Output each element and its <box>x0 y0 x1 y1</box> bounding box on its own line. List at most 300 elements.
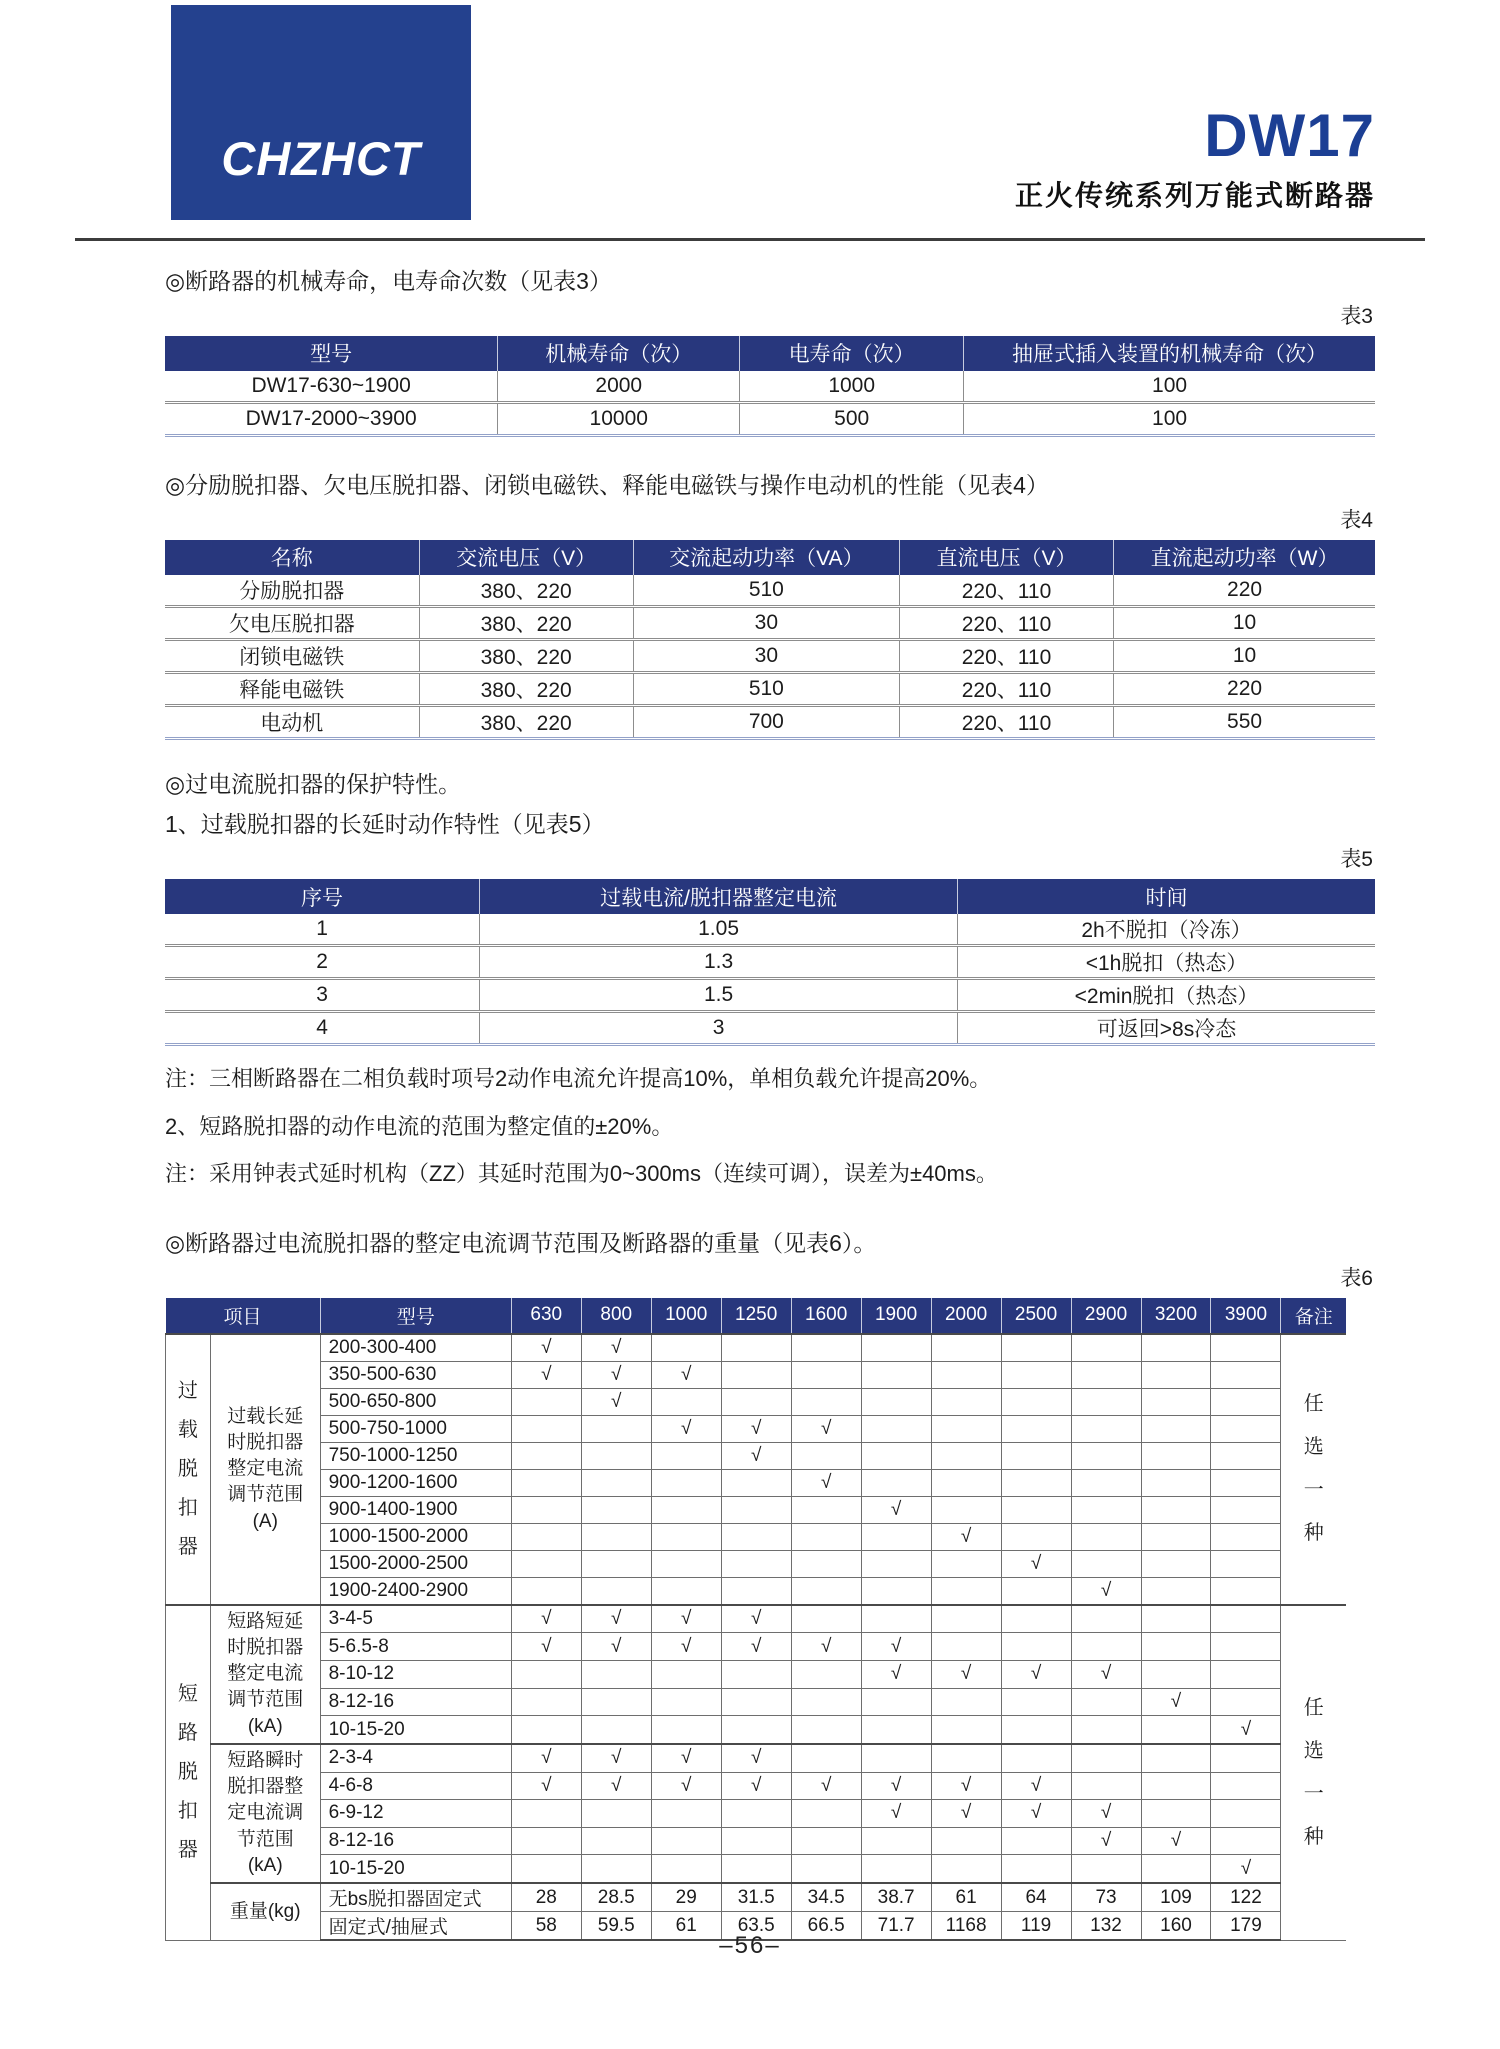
column-header: 抽屉式插入装置的机械寿命（次） <box>964 336 1375 371</box>
table6-label: 表6 <box>1340 1266 1373 1290</box>
empty-cell <box>651 1661 721 1689</box>
empty-cell <box>931 1633 1001 1661</box>
table-cell: 380、220 <box>419 575 633 607</box>
empty-cell <box>1141 1800 1211 1828</box>
empty-cell <box>861 1550 931 1577</box>
empty-cell <box>1141 1388 1211 1415</box>
empty-cell <box>1071 1361 1141 1388</box>
setting-range-cell: 1000-1500-2000 <box>320 1523 511 1550</box>
table5-body <box>165 914 1375 1045</box>
empty-cell <box>931 1688 1001 1716</box>
table-row <box>166 1800 1347 1828</box>
empty-cell <box>861 1605 931 1633</box>
empty-cell <box>511 1496 581 1523</box>
product-title: DW17 <box>1204 102 1375 169</box>
table-cell: 分励脱扣器 <box>165 575 419 607</box>
empty-cell <box>651 1496 721 1523</box>
column-header: 名称 <box>165 540 419 575</box>
table-row <box>166 1334 1347 1362</box>
table-cell: 1.3 <box>480 946 958 979</box>
empty-cell <box>1001 1577 1071 1605</box>
weight-value-cell: 119 <box>1001 1912 1071 1941</box>
empty-cell <box>1001 1688 1071 1716</box>
empty-cell <box>511 1523 581 1550</box>
empty-cell <box>1141 1415 1211 1442</box>
table-cell: 550 <box>1114 705 1375 738</box>
weight-value-cell: 132 <box>1071 1912 1141 1941</box>
table-row <box>166 1550 1347 1577</box>
check-mark: √ <box>1211 1855 1281 1883</box>
empty-cell <box>1071 1744 1141 1772</box>
empty-cell <box>1071 1688 1141 1716</box>
weight-value-cell: 73 <box>1071 1883 1141 1912</box>
table-row <box>166 1744 1347 1772</box>
table-cell: 220、110 <box>899 606 1113 639</box>
weight-value-cell: 34.5 <box>791 1883 861 1912</box>
empty-cell <box>1001 1716 1071 1744</box>
empty-cell <box>931 1469 1001 1496</box>
empty-cell <box>721 1688 791 1716</box>
empty-cell <box>651 1388 721 1415</box>
empty-cell <box>931 1744 1001 1772</box>
empty-cell <box>1001 1523 1071 1550</box>
empty-cell <box>1071 1605 1141 1633</box>
empty-cell <box>861 1442 931 1469</box>
table-row <box>166 1442 1347 1469</box>
check-mark: √ <box>1001 1661 1071 1689</box>
empty-cell <box>581 1855 651 1883</box>
empty-cell <box>651 1800 721 1828</box>
table-setting-range-weight <box>165 1298 1346 1941</box>
check-mark: √ <box>1001 1550 1071 1577</box>
empty-cell <box>931 1442 1001 1469</box>
table-cell: 220、110 <box>899 705 1113 738</box>
table-cell: 电动机 <box>165 705 419 738</box>
empty-cell <box>931 1550 1001 1577</box>
empty-cell <box>1071 1716 1141 1744</box>
table-row <box>165 705 1375 738</box>
empty-cell <box>721 1496 791 1523</box>
weight-value-cell: 71.7 <box>861 1912 931 1941</box>
table-cell: 10 <box>1114 606 1375 639</box>
empty-cell <box>1141 1577 1211 1605</box>
column-header: 机械寿命（次） <box>498 336 740 371</box>
empty-cell <box>861 1855 931 1883</box>
empty-cell <box>511 1716 581 1744</box>
setting-range-cell: 10-15-20 <box>320 1716 511 1744</box>
empty-cell <box>1001 1415 1071 1442</box>
empty-cell <box>791 1661 861 1689</box>
empty-cell <box>721 1577 791 1605</box>
table-row <box>165 639 1375 672</box>
check-mark: √ <box>861 1772 931 1800</box>
check-mark: √ <box>1141 1827 1211 1855</box>
empty-cell <box>1071 1334 1141 1362</box>
empty-cell <box>1141 1550 1211 1577</box>
check-mark: √ <box>581 1744 651 1772</box>
empty-cell <box>1141 1469 1211 1496</box>
table-row <box>165 946 1375 979</box>
table-cell: 欠电压脱扣器 <box>165 606 419 639</box>
empty-cell <box>1141 1633 1211 1661</box>
table-cell: 380、220 <box>419 705 633 738</box>
table-life <box>165 336 1375 437</box>
column-header-rating: 800 <box>581 1298 651 1334</box>
empty-cell <box>1141 1496 1211 1523</box>
table-cell: DW17-630~1900 <box>165 371 498 403</box>
empty-cell <box>1071 1388 1141 1415</box>
table4-body <box>165 575 1375 739</box>
empty-cell <box>511 1661 581 1689</box>
empty-cell <box>511 1388 581 1415</box>
empty-cell <box>1211 1661 1281 1689</box>
setting-range-cell: 10-15-20 <box>320 1855 511 1883</box>
table-cell: 100 <box>964 402 1375 435</box>
empty-cell <box>1141 1772 1211 1800</box>
check-mark: √ <box>861 1496 931 1523</box>
subgroup-label: 短路短延 时脱扣器 整定电流 调节范围 (kA) <box>210 1605 320 1744</box>
empty-cell <box>511 1827 581 1855</box>
empty-cell <box>721 1523 791 1550</box>
table-cell: 380、220 <box>419 639 633 672</box>
weight-value-cell: 179 <box>1211 1912 1281 1941</box>
empty-cell <box>1071 1633 1141 1661</box>
check-mark: √ <box>511 1605 581 1633</box>
empty-cell <box>1211 1415 1281 1442</box>
empty-cell <box>1141 1334 1211 1362</box>
table-row <box>166 1883 1347 1912</box>
empty-cell <box>1001 1496 1071 1523</box>
empty-cell <box>791 1550 861 1577</box>
weight-value-cell: 1168 <box>931 1912 1001 1941</box>
check-mark: √ <box>581 1388 651 1415</box>
subgroup-label: 短路瞬时 脱扣器整 定电流调 节范围 (kA) <box>210 1744 320 1883</box>
empty-cell <box>931 1855 1001 1883</box>
check-mark: √ <box>931 1800 1001 1828</box>
check-mark: √ <box>651 1415 721 1442</box>
empty-cell <box>511 1855 581 1883</box>
empty-cell <box>791 1716 861 1744</box>
empty-cell <box>651 1688 721 1716</box>
table3-head <box>165 336 1375 371</box>
table-cell: 释能电磁铁 <box>165 672 419 705</box>
empty-cell <box>1141 1605 1211 1633</box>
section-heading-releases: ◎分励脱扣器、欠电压脱扣器、闭锁电磁铁、释能电磁铁与操作电动机的性能（见表4） <box>165 471 1049 498</box>
column-header: 直流电压（V） <box>899 540 1113 575</box>
column-header: 交流电压（V） <box>419 540 633 575</box>
empty-cell <box>721 1361 791 1388</box>
table6-body <box>166 1334 1347 1940</box>
table-header-row <box>165 336 1375 371</box>
check-mark: √ <box>651 1633 721 1661</box>
product-subtitle: 正火传统系列万能式断路器 <box>1014 180 1375 211</box>
empty-cell <box>931 1716 1001 1744</box>
setting-range-cell: 350-500-630 <box>320 1361 511 1388</box>
table-row <box>166 1388 1347 1415</box>
empty-cell <box>1211 1800 1281 1828</box>
page-header <box>0 0 1500 238</box>
empty-cell <box>1211 1550 1281 1577</box>
empty-cell <box>931 1415 1001 1442</box>
column-header: 电寿命（次） <box>740 336 964 371</box>
table-row <box>166 1855 1347 1883</box>
column-header: 过载电流/脱扣器整定电流 <box>480 879 958 914</box>
table-row <box>166 1523 1347 1550</box>
column-header-rating: 1600 <box>791 1298 861 1334</box>
empty-cell <box>791 1605 861 1633</box>
empty-cell <box>931 1577 1001 1605</box>
empty-cell <box>511 1577 581 1605</box>
column-header-item: 项目 <box>166 1298 321 1334</box>
check-mark: √ <box>931 1523 1001 1550</box>
empty-cell <box>581 1688 651 1716</box>
column-header-rating: 2900 <box>1071 1298 1141 1334</box>
empty-cell <box>1001 1469 1071 1496</box>
check-mark: √ <box>931 1661 1001 1689</box>
table-cell: 10 <box>1114 639 1375 672</box>
check-mark: √ <box>791 1469 861 1496</box>
empty-cell <box>581 1577 651 1605</box>
setting-range-cell: 5-6.5-8 <box>320 1633 511 1661</box>
check-mark: √ <box>511 1361 581 1388</box>
table5-label: 表5 <box>1340 848 1373 871</box>
empty-cell <box>1211 1827 1281 1855</box>
empty-cell <box>791 1442 861 1469</box>
empty-cell <box>1211 1577 1281 1605</box>
check-mark: √ <box>581 1361 651 1388</box>
setting-range-cell: 1500-2000-2500 <box>320 1550 511 1577</box>
empty-cell <box>791 1800 861 1828</box>
check-mark: √ <box>1001 1800 1071 1828</box>
section-heading-life: ◎断路器的机械寿命，电寿命次数（见表3） <box>165 268 612 294</box>
check-mark: √ <box>581 1334 651 1362</box>
table-row <box>166 1772 1347 1800</box>
setting-range-cell: 2-3-4 <box>320 1744 511 1772</box>
empty-cell <box>1001 1744 1071 1772</box>
empty-cell <box>1071 1523 1141 1550</box>
empty-cell <box>721 1800 791 1828</box>
empty-cell <box>1211 1633 1281 1661</box>
empty-cell <box>1071 1550 1141 1577</box>
logo-text: CHZHCT <box>221 132 421 185</box>
check-mark: √ <box>721 1744 791 1772</box>
table-header-row <box>165 879 1375 914</box>
table-row <box>166 1496 1347 1523</box>
check-mark: √ <box>861 1633 931 1661</box>
table-row <box>165 672 1375 705</box>
column-header-rating: 1250 <box>721 1298 791 1334</box>
empty-cell <box>1001 1633 1071 1661</box>
check-mark: √ <box>651 1361 721 1388</box>
empty-cell <box>1211 1388 1281 1415</box>
empty-cell <box>1071 1415 1141 1442</box>
section-heading-protection: ◎过电流脱扣器的保护特性。 <box>165 770 462 797</box>
table-cell: <2min脱扣（热态） <box>958 979 1375 1012</box>
check-mark: √ <box>511 1772 581 1800</box>
empty-cell <box>1211 1744 1281 1772</box>
page-number: –56– <box>719 1932 781 1959</box>
section-subheading-longdelay: 1、过载脱扣器的长延时动作特性（见表5） <box>165 811 605 838</box>
column-header-model: 型号 <box>320 1298 511 1334</box>
empty-cell <box>581 1550 651 1577</box>
empty-cell <box>721 1550 791 1577</box>
empty-cell <box>581 1469 651 1496</box>
empty-cell <box>651 1442 721 1469</box>
table-cell: 1.05 <box>480 914 958 946</box>
section-heading-setting-range: ◎断路器过电流脱扣器的整定电流调节范围及断路器的重量（见表6）。 <box>165 1230 877 1257</box>
empty-cell <box>651 1827 721 1855</box>
table-cell: 510 <box>633 672 899 705</box>
empty-cell <box>791 1361 861 1388</box>
empty-cell <box>511 1800 581 1828</box>
empty-cell <box>651 1334 721 1362</box>
setting-range-cell: 8-10-12 <box>320 1661 511 1689</box>
setting-range-cell: 750-1000-1250 <box>320 1442 511 1469</box>
empty-cell <box>791 1827 861 1855</box>
setting-range-cell: 500-650-800 <box>320 1388 511 1415</box>
column-header-remark: 备注 <box>1281 1298 1346 1334</box>
table-cell: <1h脱扣（热态） <box>958 946 1375 979</box>
empty-cell <box>1211 1688 1281 1716</box>
weight-value-cell: 61 <box>931 1883 1001 1912</box>
column-header-rating: 2000 <box>931 1298 1001 1334</box>
remark-label: 任 选 一 种 <box>1281 1334 1346 1605</box>
table-cell: 10000 <box>498 402 740 435</box>
setting-range-cell: 4-6-8 <box>320 1772 511 1800</box>
empty-cell <box>1001 1361 1071 1388</box>
check-mark: √ <box>1141 1688 1211 1716</box>
check-mark: √ <box>511 1633 581 1661</box>
table-cell: 220、110 <box>899 575 1113 607</box>
empty-cell <box>1211 1469 1281 1496</box>
empty-cell <box>721 1469 791 1496</box>
check-mark: √ <box>721 1415 791 1442</box>
check-mark: √ <box>861 1661 931 1689</box>
empty-cell <box>651 1550 721 1577</box>
empty-cell <box>721 1334 791 1362</box>
weight-value-cell: 109 <box>1141 1883 1211 1912</box>
weight-value-cell: 59.5 <box>581 1912 651 1941</box>
table-cell: 220、110 <box>899 672 1113 705</box>
table-cell: 4 <box>165 1012 480 1045</box>
table-row <box>166 1661 1347 1689</box>
remark-label: 任 选 一 种 <box>1281 1605 1346 1940</box>
table-cell: 100 <box>964 371 1375 403</box>
setting-range-cell: 1900-2400-2900 <box>320 1577 511 1605</box>
table-row <box>165 575 1375 607</box>
table-row <box>166 1605 1347 1633</box>
empty-cell <box>1211 1772 1281 1800</box>
group-label: 短 路 脱 扣 器 <box>166 1605 211 1940</box>
table4-head <box>165 540 1375 575</box>
check-mark: √ <box>651 1772 721 1800</box>
note-3: 注：采用钟表式延时机构（ZZ）其延时范围为0~300ms（连续可调），误差为±40ms。 <box>165 1161 998 1187</box>
check-mark: √ <box>721 1772 791 1800</box>
setting-range-cell: 900-1400-1900 <box>320 1496 511 1523</box>
column-header: 交流起动功率（VA） <box>633 540 899 575</box>
table-row <box>166 1633 1347 1661</box>
weight-value-cell: 28 <box>511 1883 581 1912</box>
column-header-rating: 2500 <box>1001 1298 1071 1334</box>
empty-cell <box>861 1577 931 1605</box>
empty-cell <box>861 1744 931 1772</box>
weight-value-cell: 63.5 <box>721 1912 791 1941</box>
table-row <box>165 606 1375 639</box>
empty-cell <box>721 1827 791 1855</box>
empty-cell <box>1071 1496 1141 1523</box>
weight-value-cell: 31.5 <box>721 1883 791 1912</box>
table-release-performance <box>165 540 1375 740</box>
empty-cell <box>791 1334 861 1362</box>
empty-cell <box>1141 1442 1211 1469</box>
empty-cell <box>861 1334 931 1362</box>
table-cell: 30 <box>633 606 899 639</box>
table-row <box>165 979 1375 1012</box>
table5-head <box>165 879 1375 914</box>
empty-cell <box>1141 1523 1211 1550</box>
table-cell: 2000 <box>498 371 740 403</box>
empty-cell <box>511 1550 581 1577</box>
note-2: 2、短路脱扣器的动作电流的范围为整定值的±20%。 <box>165 1113 674 1139</box>
table-row <box>166 1469 1347 1496</box>
empty-cell <box>511 1469 581 1496</box>
title-block <box>1014 102 1375 214</box>
check-mark: √ <box>931 1772 1001 1800</box>
empty-cell <box>791 1855 861 1883</box>
table3-label: 表3 <box>1340 304 1373 328</box>
empty-cell <box>651 1523 721 1550</box>
empty-cell <box>721 1716 791 1744</box>
empty-cell <box>1141 1661 1211 1689</box>
table-cell: 2 <box>165 946 480 979</box>
empty-cell <box>1001 1605 1071 1633</box>
empty-cell <box>1211 1442 1281 1469</box>
table-cell: 3 <box>165 979 480 1012</box>
empty-cell <box>931 1827 1001 1855</box>
table-cell: DW17-2000~3900 <box>165 402 498 435</box>
empty-cell <box>1141 1716 1211 1744</box>
check-mark: √ <box>581 1772 651 1800</box>
table-row <box>166 1577 1347 1605</box>
weight-value-cell: 122 <box>1211 1883 1281 1912</box>
empty-cell <box>1211 1334 1281 1362</box>
column-header: 时间 <box>958 879 1375 914</box>
table-cell: 700 <box>633 705 899 738</box>
empty-cell <box>511 1415 581 1442</box>
empty-cell <box>931 1388 1001 1415</box>
empty-cell <box>861 1469 931 1496</box>
empty-cell <box>1141 1855 1211 1883</box>
check-mark: √ <box>651 1605 721 1633</box>
column-header: 序号 <box>165 879 480 914</box>
empty-cell <box>791 1388 861 1415</box>
column-header-rating: 3200 <box>1141 1298 1211 1334</box>
table-cell: 2h不脱扣（冷冻） <box>958 914 1375 946</box>
table-cell: 可返回>8s冷态 <box>958 1012 1375 1045</box>
table-row <box>166 1688 1347 1716</box>
table-cell: 500 <box>740 402 964 435</box>
setting-range-cell: 3-4-5 <box>320 1605 511 1633</box>
empty-cell <box>1211 1605 1281 1633</box>
table-row <box>166 1827 1347 1855</box>
setting-range-cell: 6-9-12 <box>320 1800 511 1828</box>
empty-cell <box>931 1605 1001 1633</box>
empty-cell <box>861 1716 931 1744</box>
table-cell: 闭锁电磁铁 <box>165 639 419 672</box>
setting-range-cell: 无bs脱扣器固定式 <box>320 1883 511 1912</box>
column-header: 型号 <box>165 336 498 371</box>
check-mark: √ <box>1001 1772 1071 1800</box>
